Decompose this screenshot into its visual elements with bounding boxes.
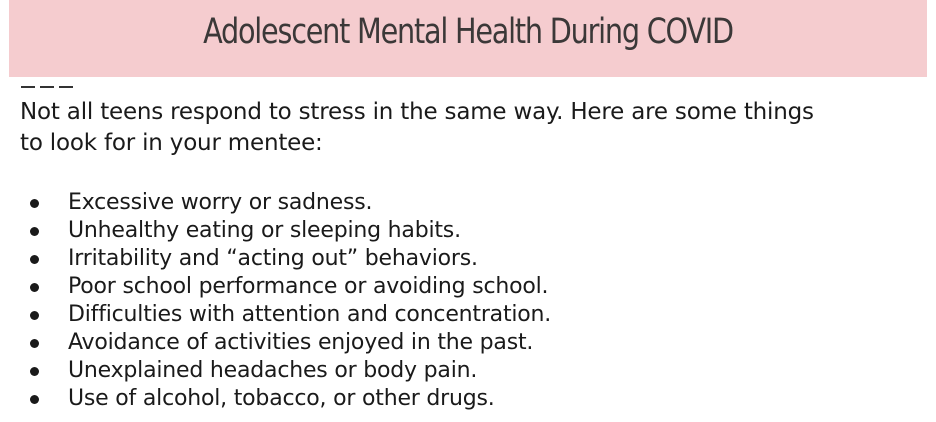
bullet-icon [30,283,39,292]
rule-dash [40,86,54,88]
list-item-text: Unexplained headaches or body pain. [68,358,478,383]
list-item-text: Use of alcohol, tobacco, or other drugs. [68,386,495,411]
rule-dash [21,86,35,88]
intro-line-2: to look for in your mentee: [20,130,323,156]
list-item-text: Poor school performance or avoiding school. [68,274,549,299]
list-item-text: Difficulties with attention and concentration. [68,302,552,327]
bullet-icon [30,395,39,404]
bullet-icon [30,339,39,348]
bullet-icon [30,227,39,236]
list-item-text: Unhealthy eating or sleeping habits. [68,218,461,243]
page-title: Adolescent Mental Health During COVID [203,12,733,52]
title-banner [9,0,927,77]
bullet-icon [30,199,39,208]
list-item-text: Irritability and “acting out” behaviors. [68,246,478,271]
section-rule [21,86,73,88]
rule-dash [59,86,73,88]
intro-line-1: Not all teens respond to stress in the same way. Here are some things [20,99,814,125]
bullet-icon [30,367,39,376]
bullet-icon [30,311,39,320]
intro-paragraph [20,97,900,159]
list-item-text: Avoidance of activities enjoyed in the past. [68,330,534,355]
bullet-icon [30,255,39,264]
list-item-text: Excessive worry or sadness. [68,190,373,215]
